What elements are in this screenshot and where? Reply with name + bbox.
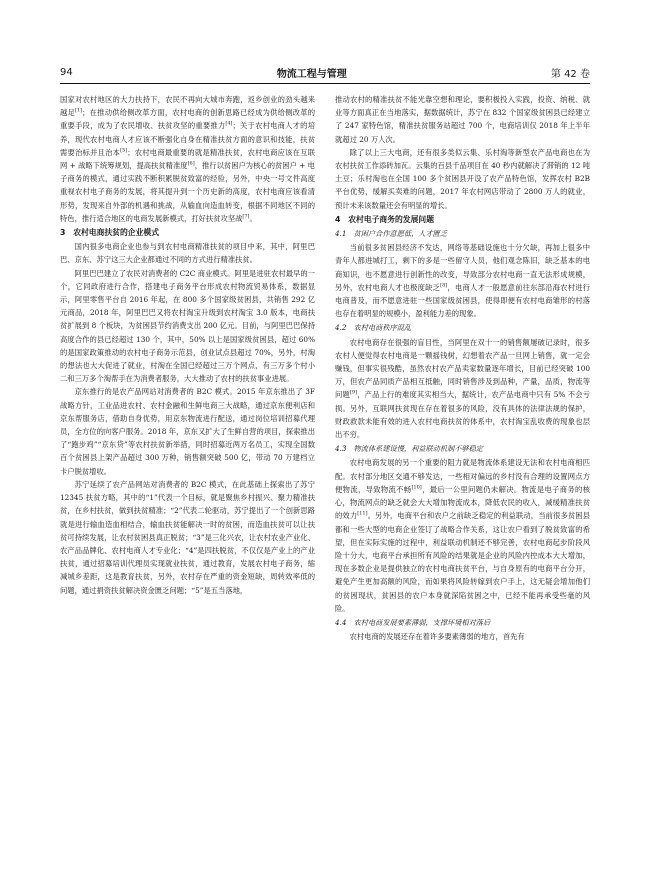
subsection-heading-4-3: 4.3 物流体系建设慢，利益联动机制不够稳定 [335,444,483,454]
paragraph: 推动农村的精准扶贫不能光靠空想和理论，要积极投入实践，投资、纳税、就业等方面真正在当地落实，据数据统计，苏宁在 832 个国家级贫困县已经建立了 247 家特色馆，精准扶贫服务站超过 700 个，电商培训仅 2018 年上半年就超过 20 万人次。 [335,95,590,144]
paragraph: 农村电商存在很强的盲目性，当阿里在双十一的销售额屡破记录时，很多农村人便觉得农村电商是一颗摇钱树，幻想着农产品一旦网上销售，就一定会赚钱，但事实很残酷，虽然农村农产品卖家数量逐年增长，目前已经突破 100 万，但农产品同质产品相互抵触，同时销售涉及到品种，产量，品质，物流等问题[9]，产品上行的难度其实相当大，据统计，农产品电商中只有 5% 不会亏损。另外，互联网扶贫现在存在着很多的风险，没有具体的法律法规的保护，财政救款未能有效的进入农村电商扶贫的体系中，农村淘宝乱收费的现象也层出不穷。 [335,337,591,440]
paragraph: 国家对农村地区的大力扶持下，农民不再向大城市奔跑，返乡创业的劲头越来越足[1]；在推动供给侧改革方面，农村电商的创新思路已经成为供给侧改革的重要手段，成为了农民增收、扶贫攻坚的重要推力[4]；关于农村电商人才的培养，现代农村电商人才应该不断强化自身在精准扶贫方面的意识和技能，扶贫需要治标并且治本[5]；农村电商最重要的就是精准扶贫，农村电商应该在互联网 + 战略下统筹规划，提高扶贫精准度[6]，推行以贫困户为核心的贫困户 + 电子商务的模式，通过实践不断积累脱贫致富的经验，另外，中央一号文件高度重视农村电子商务的发展，将其提升到一个历史新的高度，农村电商应该看清形势，发现来自外部的机遇和挑战，从输血向造血转变，根据不同地区不同的特色，推行适合地区的电商发展新模式，打好扶贫攻坚战[7]。 [60,95,316,223]
paragraph: 国内很多电商企业也参与到农村电商精准扶贫的项目中来，其中，阿里巴巴、京东、苏宁这三大企业都通过不同的方式进行精准扶贫。 [60,242,315,265]
citation: [11] [357,510,368,517]
subsection-heading-4-1: 4.1 贫困户合作意愿低，人才匮乏 [335,229,448,239]
paragraph: 除了以上三大电商，还有很多类似云集、乐村淘等新型农产品电商也在为农村扶贫工作添砖加瓦。云集的百县千品项目在 40 秒内就解决了滞销的 12 吨土豆；乐村淘也在全国 100 多个贫困县开设了农产品特色馆，发挥农村 B2B 平台优势，缓解买卖难的问题，2017 年农村网店带动了 2800 万人的就业，预计未来该数量还会有明显的增长。 [335,147,590,210]
paragraph: 农村电商的发展还存在着许多要素薄弱的地方，首先有 [349,632,525,642]
page-number: 94 [60,66,73,78]
citation: [7] [242,213,250,220]
paragraph: 当前很多贫困县经济不发达，网络等基础设施也十分欠缺，再加上很多中青年人都进城打工，剩下的多是一些留守人员，他们观念陈旧，缺乏基本的电商知识，也不愿意进行创新性的改变，导致部分农村电商一直无法形成规模，另外，农村电商人才也极度缺乏[8]，电商人才一般愿意前往东部沿海农村进行电商普及，而不愿意进驻一些国家级贫困县，使得即便有农村电商雏形的村落也存在着明显的规模小，盈利能力差的现象。 [335,243,590,319]
header-rule [60,83,590,84]
section-heading-3: 3 农村电商扶贫的企业模式 [60,228,159,238]
journal-title: 物流工程与管理 [276,68,347,80]
citation: [9] [349,390,358,397]
paragraph: 京东推行的是农产品网站对消费者的 B2C 模式。2015 年京东推出了 3F 战略方针，工业品进农村、农村金融和生鲜电商三大战略，通过京东便利店和京东帮服务店，借助自身优势，用京东物流进行配送，通过岗位培训招募代理员，全方位的向客户服务。2018 年，京东又扩大了生鲜自营的项目，探索推出了“跑步鸡”“京东贷”等农村扶贫新举措，同时招募近两万名员工，实现全国数百个贫困县上架产品超过 300 万种，销售额突破 500 亿，带动 70 万建档立卡户脱贫增收。 [60,387,315,476]
subsection-heading-4-2: 4.2 农村电商秩序混乱 [335,323,412,333]
paragraph: 苏宁延续了农产品网站对消费者的 B2C 模式，在此基础上探索出了苏宁 12345 扶贫方略，其中的“1”代表一个目标，就是聚焦乡村振兴、聚力精准扶贫，在乡村扶贫，做到扶贫精准；“2”代表二轮驱动，苏宁提出了一个创新思路就是进行输血造血相结合，输血扶贫能解决一时的贫困，而造血扶贫可以让扶贫可持续发展，让农村贫困县真正脱贫；“3”是三化兴农，让农村农业产业化、农产品品牌化、农村电商人才专业化；“4”是四扶脱贫，不仅仅是产业上的产业扶贫，通过招募培训代理员实现就业扶贫，通过教育，发展农村电子商务，缩减城乡差距，这是教育扶贫，另外，农村存在严重的资金短缺，周转效率低的问题，通过捐资扶贫解决资金匮乏问题；“5”是五当落地， [60,479,315,595]
citation: [10] [411,484,422,491]
volume-label: 第 42 卷 [550,68,590,80]
citation: [1] [75,107,83,114]
paragraph: 阿里巴巴建立了农民对消费者的 C2C 商业模式。阿里是进驻农村最早的一个，它同政府进行合作，搭建电子商务平台形成农村物流贸易体系，数据显示，阿里零售平台自 2016 年起，在 800 多个国家级贫困县，共销售 292 亿元商品，2018 年，阿里巴巴又将农村淘宝升级到农村淘宝 3.0 版本，电商扶贫扩展到 8 个板块，为贫困县节约消费支出 200 亿元。目前，与阿里巴巴保持高度合作的县已经超过 130 个，其中，50% 以上是国家级贫困县，超过 60% 的是国家政策推动的农村电子商务示范县，创业试点县超过 70%，另外，村淘的想法也大大促进了就业，村淘在全国已经超过三万个网点，有三万多个村小二和三万多个淘帮手在为消费者服务，大大推动了农村的扶贫事业进展。 [60,268,315,384]
citation: [4] [225,120,233,127]
running-header [60,64,590,80]
paragraph: 农村电商发展的另一个重要的阻力就是物流体系建设无法和农村电商相匹配。农村部分地区交通不够发达，一些相对偏远的乡村没有合理的设置网点方便物流，导致物流不畅[10]，最后一公里问题仍未解决。物流是电子商务的核心，物流网点的缺乏就会大大增加物流成本，降低农民的收入，减缓精准扶贫的效力[11]。另外，电商平台和农户之前缺乏稳定的利益联动，当前很多贫困县都和一些大型的电商企业签订了战略合作关系，这让农户看到了脱贫致富的希望，但在实际实施的过程中，利益联动机制还不够完善，农村电商起步阶段风险十分大，电商平台承担所有风险的结果就是企业的风险内控成本大大增加，现在多数企业是提供独立的农村电商扶贫平台，与自身原有的电商平台分开，避免产生更加高额的风险，而如果将风险转嫁到农户手上，这无疑会增加他们的贫困现状，贫困县的农户本身就深陷贫困之中，已经不能再承受些毫的风险。 [335,458,591,613]
right-column [335,93,590,643]
citation: [6] [187,160,195,167]
left-column [60,93,315,597]
citation: [8] [440,282,448,289]
citation: [5] [120,147,128,154]
section-heading-4: 4 农村电子商务的发展问题 [335,214,434,224]
subsection-heading-4-4: 4.4 农村电商发展要素薄弱，支撑环境相对落后 [335,617,491,627]
